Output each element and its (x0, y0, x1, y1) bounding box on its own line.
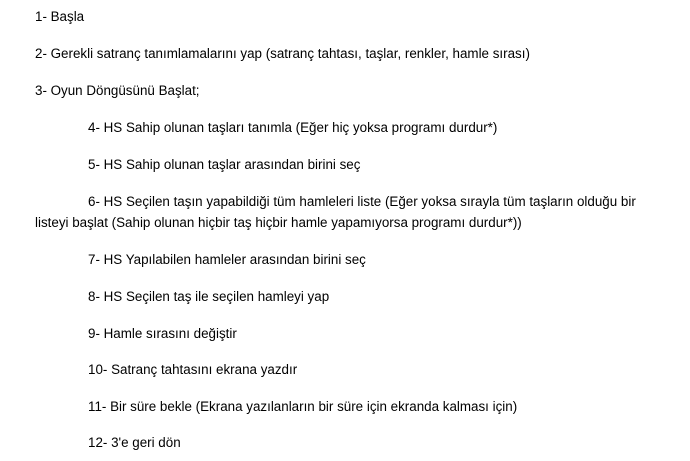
step-11: 11- Bir süre bekle (Ekrana yazılanların bir süre için ekranda kalması için) (88, 399, 518, 414)
step-12: 12- 3'e geri dön (88, 435, 181, 450)
step-1: 1- Başla (35, 9, 85, 24)
step-6-line-1: 6- HS Seçilen taşın yapabildiği tüm hamleleri liste (Eğer yoksa sırayla tüm taşların olduğu bir (88, 194, 636, 209)
step-2: 2- Gerekli satranç tanımlamalarını yap (satranç tahtası, taşlar, renkler, hamle sırası) (35, 46, 530, 61)
step-6-line-2: listeyi başlat (Sahip olunan hiçbir taş hiçbir hamle yapamıyorsa programı durdur*)) (35, 215, 522, 230)
step-9: 9- Hamle sırasını değiştir (88, 326, 237, 341)
step-7: 7- HS Yapılabilen hamleler arasından birini seç (88, 252, 366, 267)
step-3: 3- Oyun Döngüsünü Başlat; (35, 83, 200, 98)
step-10: 10- Satranç tahtasını ekrana yazdır (88, 362, 298, 377)
step-8: 8- HS Seçilen taş ile seçilen hamleyi yap (88, 289, 330, 304)
step-5: 5- HS Sahip olunan taşlar arasından birini seç (88, 157, 361, 172)
step-4: 4- HS Sahip olunan taşları tanımla (Eğer hiç yoksa programı durdur*) (88, 120, 498, 135)
